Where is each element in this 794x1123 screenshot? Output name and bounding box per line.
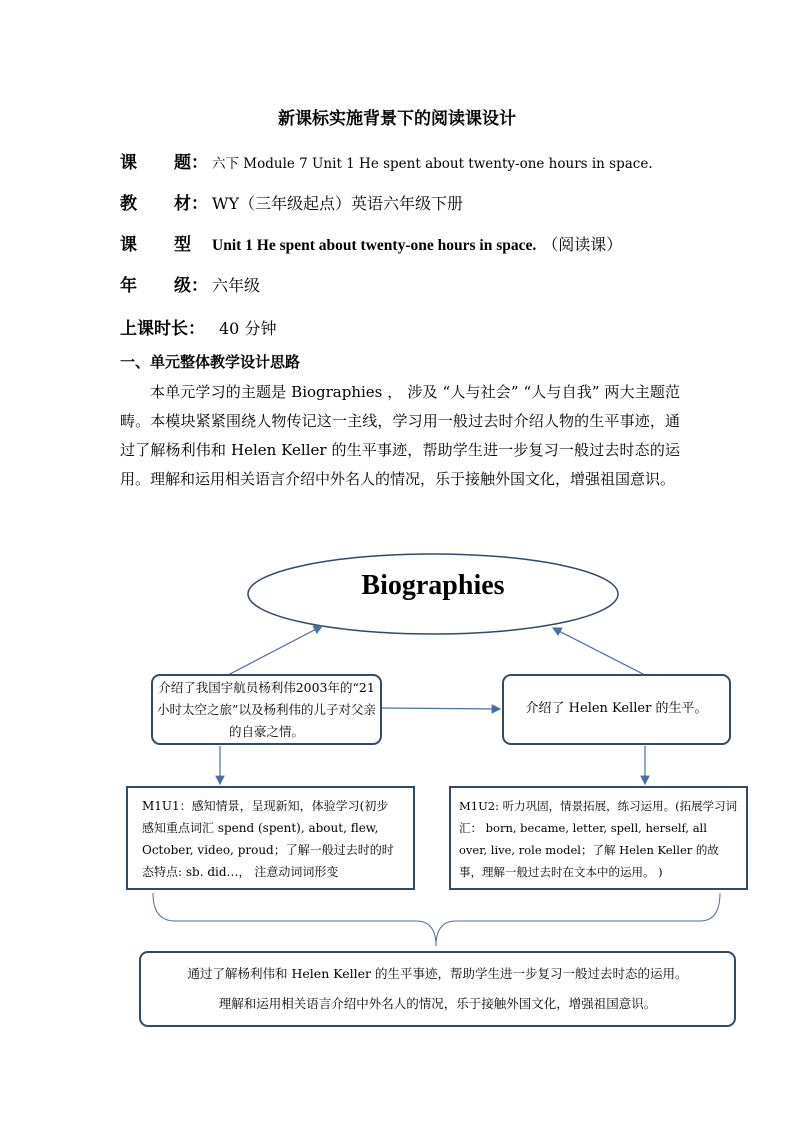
duration-value: 40 分钟 [219, 319, 277, 338]
right-topic-box: 介绍了 Helen Keller 的生平。 [502, 674, 731, 745]
grade-label-2: 级： [174, 276, 208, 296]
left-topic-box: 介绍了我国宇航员杨利伟2003年的“21 小时太空之旅”以及杨利伟的儿子对父亲的自豪之情。 [151, 674, 382, 745]
textbook-value: WY（三年级起点）英语六年级下册 [212, 194, 464, 213]
summary-line-1: 通过了解杨利伟和 Helen Keller 的生平事迹，帮助学生进一步复习一般过去时态的运用。 [187, 966, 688, 981]
diagram-center-label: Biographies [361, 570, 505, 601]
type-value-en: Unit 1 He spent about twenty-one hours in space. [212, 237, 537, 254]
textbook-label-2: 材： [174, 194, 208, 214]
summary-box [139, 951, 736, 1027]
summary-brace [153, 893, 720, 946]
summary-line-2: 理解和运用相关语言介绍中外名人的情况，乐于接触外国文化，增强祖国意识。 [218, 996, 657, 1011]
right-detail-box: M1U2: 听力巩固，情景拓展，练习运用。(拓展学习词汇： born, became, letter, spell, herself, all over, live, role model；了解 Helen Keller 的故事，理解一般过去时在文本中的运用。 ) [449, 786, 748, 890]
arrow-left-to-right [382, 708, 500, 709]
duration-label: 上课时长： [120, 319, 205, 339]
arrow-left-to-center [228, 626, 322, 675]
grade-label-1: 年 [120, 276, 137, 296]
type-label-1: 课 [120, 235, 137, 255]
arrow-right-to-center [553, 628, 645, 675]
document-title: 新课标实施背景下的阅读课设计 [278, 109, 516, 129]
section-heading: 一、单元整体教学设计思路 [120, 353, 301, 371]
left-detail-box: M1U1：感知情景，呈现新知，体验学习(初步感知重点词汇 spend (spent), about, flew, October, video, proud；了解一般过去时的时态特点: sb. did…， 注意动词词形变 [126, 786, 415, 890]
topic-label-2: 题： [174, 153, 208, 173]
textbook-label-1: 教 [120, 194, 137, 214]
type-value-cn: （阅读课） [542, 235, 623, 254]
section-paragraph: 本单元学习的主题是 Biographies ， 涉及 “人与社会” “人与自我” 两大主题范畴。本模块紧紧围绕人物传记这一主线，学习用一般过去时介绍人物的生平事迹，通过了解杨利伟和 Helen Keller 的生平事迹，帮助学生进一步复习一般过去时态的运用。理解和运用相关语言介绍中外名人的情况，乐于接触外国文化，增强祖国意识。 [120, 383, 680, 488]
type-label-2: 型 [174, 235, 191, 255]
topic-label-1: 课 [120, 153, 137, 173]
grade-value: 六年级 [212, 276, 261, 295]
topic-value: 六下 Module 7 Unit 1 He spent about twenty-one hours in space. [212, 156, 653, 172]
